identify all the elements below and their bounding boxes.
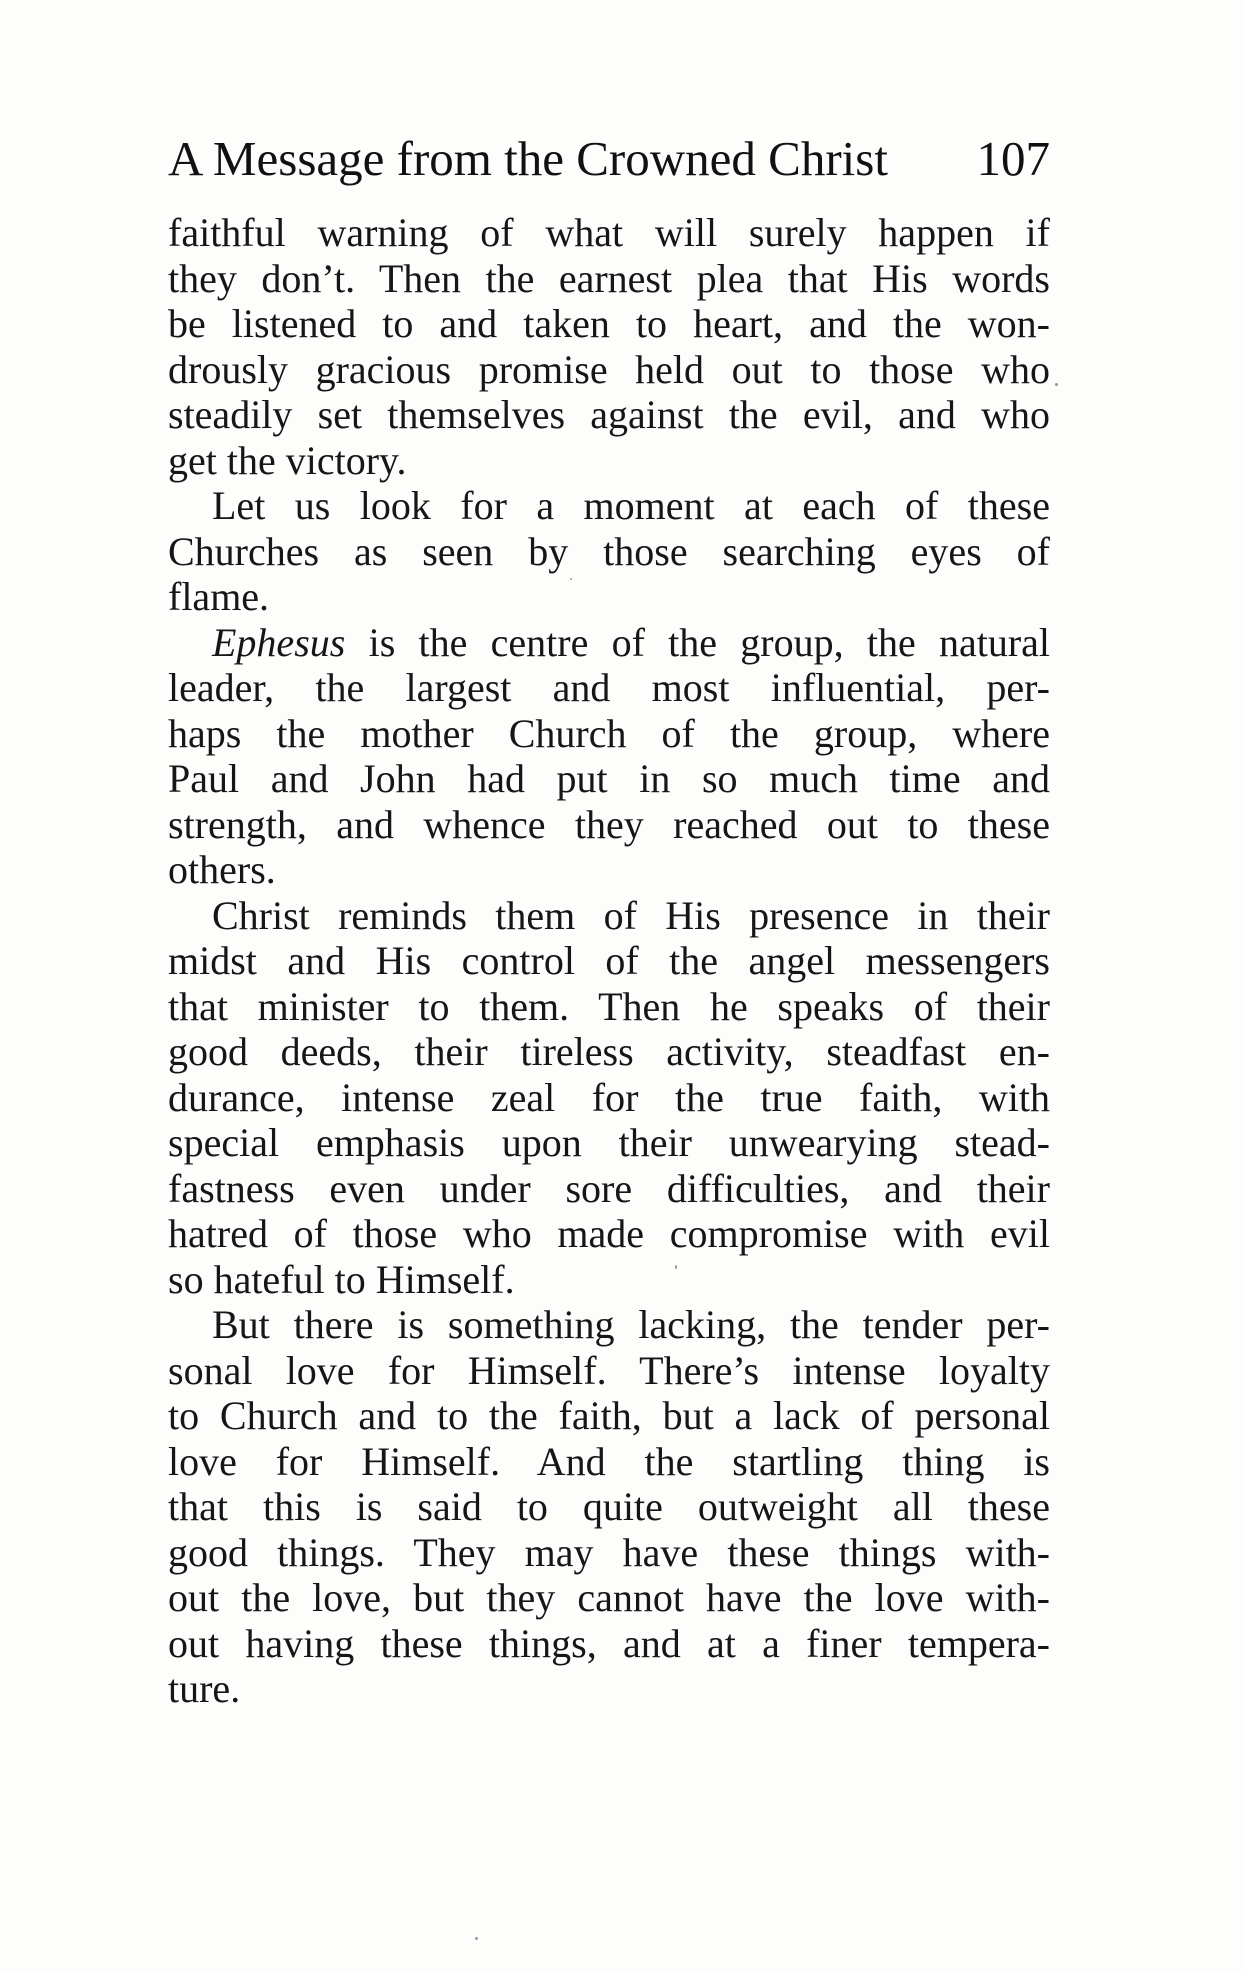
paragraph-4 xyxy=(168,893,1050,1303)
text-line: others. xyxy=(168,847,276,892)
text-line: Churches as seen by those searching eyes of xyxy=(168,528,1050,574)
text-line: that this is said to quite outweight all these xyxy=(168,1484,1050,1529)
text-line: so hateful to Himself. xyxy=(168,1256,515,1302)
text-line: steadily set themselves against the evil, and who xyxy=(168,392,1050,437)
page-number: 107 xyxy=(976,131,1050,186)
text-line: haps the mother Church of the group, where xyxy=(168,710,1050,756)
text-line: that minister to them. Then he speaks of their xyxy=(168,983,1050,1029)
text-line: leader, the largest and most influential, per- xyxy=(168,665,1050,710)
text-line: hatred of those who made compromise with evil xyxy=(168,1211,1050,1256)
text-line: durance, intense zeal for the true faith, with xyxy=(168,1074,1050,1120)
paper-speck xyxy=(1055,383,1058,386)
text-line-rest: is the centre of the group, the natural xyxy=(345,619,1050,665)
text-line: Paul and John had put in so much time and xyxy=(168,756,1050,801)
paragraph-2 xyxy=(168,483,1050,620)
text-line: ture. xyxy=(168,1666,241,1711)
text-line: drously gracious promise held out to those who xyxy=(168,346,1050,392)
text-line: to Church and to the faith, but a lack of personal xyxy=(168,1393,1050,1438)
text-line: sonal love for Himself. There’s intense loyalty xyxy=(168,1347,1050,1393)
italic-word-ephesus: Ephesus xyxy=(212,619,346,665)
text-line: fastness even under sore difficulties, and their xyxy=(168,1165,1050,1211)
text-line: out the love, but they cannot have the love with- xyxy=(168,1575,1050,1620)
text-line: good deeds, their tireless activity, steadfast en- xyxy=(168,1029,1050,1074)
text-line: special emphasis upon their unwearying stead- xyxy=(168,1120,1050,1165)
paragraph-5 xyxy=(168,1302,1050,1712)
text-line: out having these things, and at a finer tempera- xyxy=(168,1620,1050,1666)
running-head xyxy=(168,130,1050,188)
text-line: good things. They may have these things with- xyxy=(168,1529,1050,1575)
body-text xyxy=(168,210,1050,1712)
text-line: Let us look for a moment at each of these xyxy=(212,483,1050,528)
text-line: flame. xyxy=(168,574,270,619)
paragraph-1 xyxy=(168,210,1050,483)
text-line: be listened to and taken to heart, and the won- xyxy=(168,301,1050,346)
text-line: faithful warning of what will surely happen if xyxy=(168,210,1050,255)
text-line: get the victory. xyxy=(168,437,407,483)
text-line: strength, and whence they reached out to these xyxy=(168,801,1050,847)
paper-speck xyxy=(570,578,572,580)
paper-speck xyxy=(475,1937,478,1940)
paragraph-3 xyxy=(168,620,1050,893)
text-line: But there is something lacking, the tender per- xyxy=(212,1302,1050,1347)
text-line xyxy=(168,620,1050,666)
running-head-title: A Message from the Crowned Christ xyxy=(168,131,888,186)
paper-speck xyxy=(675,1265,677,1269)
text-line: love for Himself. And the startling thing is xyxy=(168,1438,1050,1484)
text-line: Christ reminds them of His presence in their xyxy=(212,892,1050,938)
text-line: they don’t. Then the earnest plea that His words xyxy=(168,255,1050,301)
text-line: midst and His control of the angel messengers xyxy=(168,938,1050,983)
